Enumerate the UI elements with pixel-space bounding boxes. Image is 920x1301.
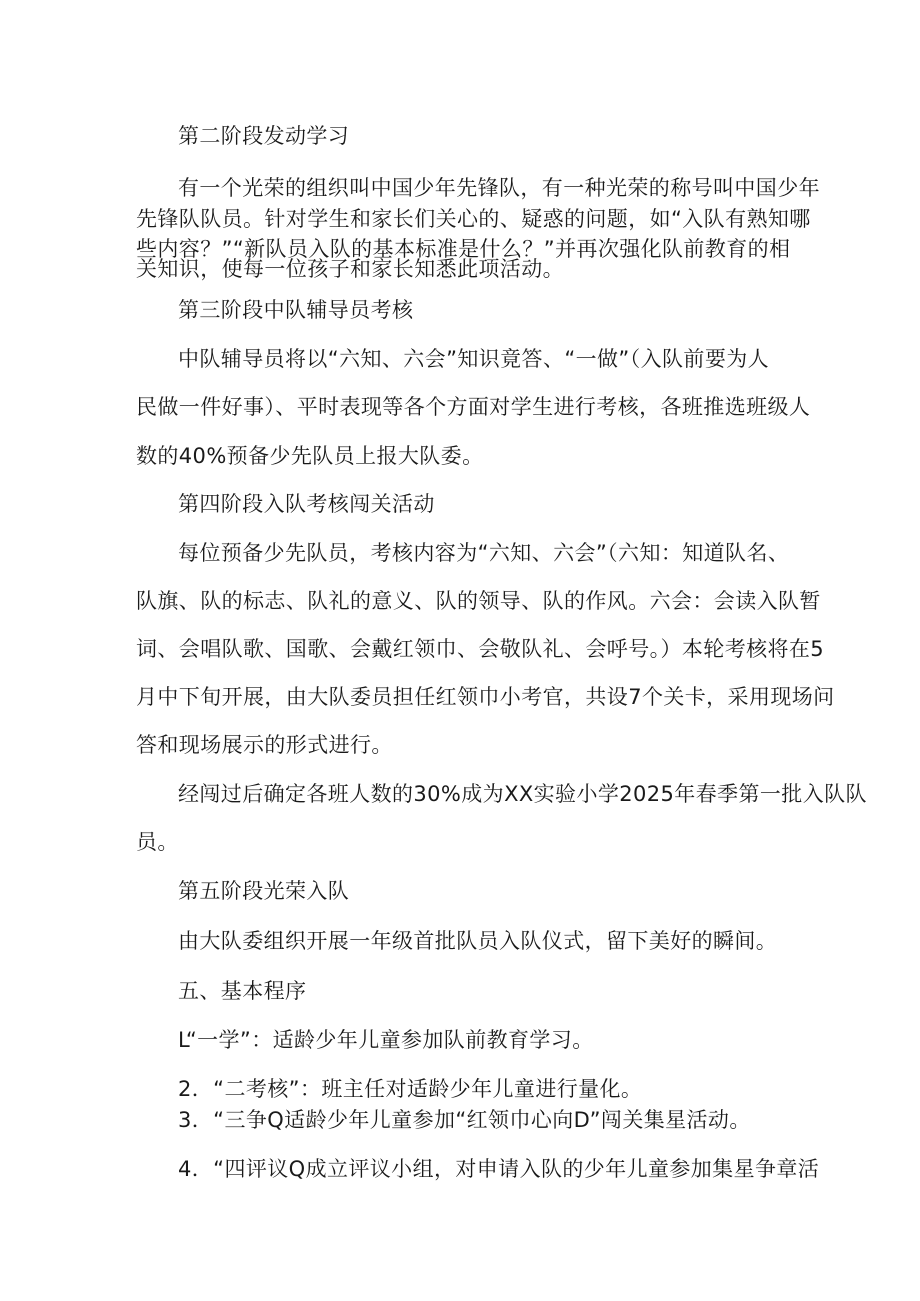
stage4-heading: 第四阶段入队考核闯关活动 <box>178 492 435 516</box>
stage4-note-line-2: 员。 <box>136 830 179 854</box>
stage5-line-1: 由大队委组织开展一年级首批队员入队仪式，留下美好的瞬间。 <box>178 929 778 953</box>
stage2-heading: 第二阶段发动学习 <box>178 124 350 148</box>
stage2-line-4: 关知识，使每一位孩子和家长知悉此项活动。 <box>136 257 564 281</box>
stage3-line-2: 民做一件好事）、平时表现等各个方面对学生进行考核，各班推选班级人 <box>136 395 811 419</box>
procedure-item-3: 3．“三争Q适龄少年儿童参加“红领巾心向D”闯关集星活动。 <box>178 1108 751 1132</box>
procedure-item-4: 4．“四评议Q成立评议小组，对申请入队的少年儿童参加集星争章活 <box>178 1157 820 1181</box>
stage4-line-5: 答和现场展示的形式进行。 <box>136 733 393 757</box>
procedure-heading: 五、基本程序 <box>178 979 307 1003</box>
stage2-line-1: 有一个光荣的组织叫中国少年先锋队，有一种光荣的称号叫中国少年 <box>178 176 820 200</box>
stage4-line-1: 每位预备少先队员，考核内容为“六知、六会”（六知：知道队名、 <box>178 541 790 565</box>
stage4-line-4: 月中下旬开展，由大队委员担任红领巾小考官，共设7个关卡，采用现场问 <box>136 685 835 709</box>
procedure-item-2: 2．“二考核”：班主任对适龄少年儿童进行量化。 <box>178 1077 643 1101</box>
procedure-item-1: L“一学”：适龄少年儿童参加队前教育学习。 <box>178 1028 594 1052</box>
stage3-heading: 第三阶段中队辅导员考核 <box>178 298 414 322</box>
stage4-note-line-1: 经闯过后确定各班人数的30%成为XX实验小学2025年春季第一批入队队 <box>178 782 867 806</box>
stage4-line-2: 队旗、队的标志、队礼的意义、队的领导、队的作风。六会：会读入队暂 <box>136 589 821 613</box>
stage3-line-3: 数的40%预备少先队员上报大队委。 <box>136 444 484 468</box>
stage2-line-3: 些内容？”“新队员入队的基本标准是什么？”并再次强化队前教育的相 <box>136 237 791 261</box>
stage3-line-1: 中队辅导员将以“六知、六会”知识竟答、“一做”（入队前要为人 <box>178 347 770 371</box>
stage5-heading: 第五阶段光荣入队 <box>178 879 350 903</box>
stage4-line-3: 词、会唱队歌、国歌、会戴红领巾、会敬队礼、会呼号。）本轮考核将在5 <box>136 637 825 661</box>
stage2-line-2: 先锋队队员。针对学生和家长们关心的、疑惑的问题，如“入队有熟知哪 <box>136 207 811 231</box>
